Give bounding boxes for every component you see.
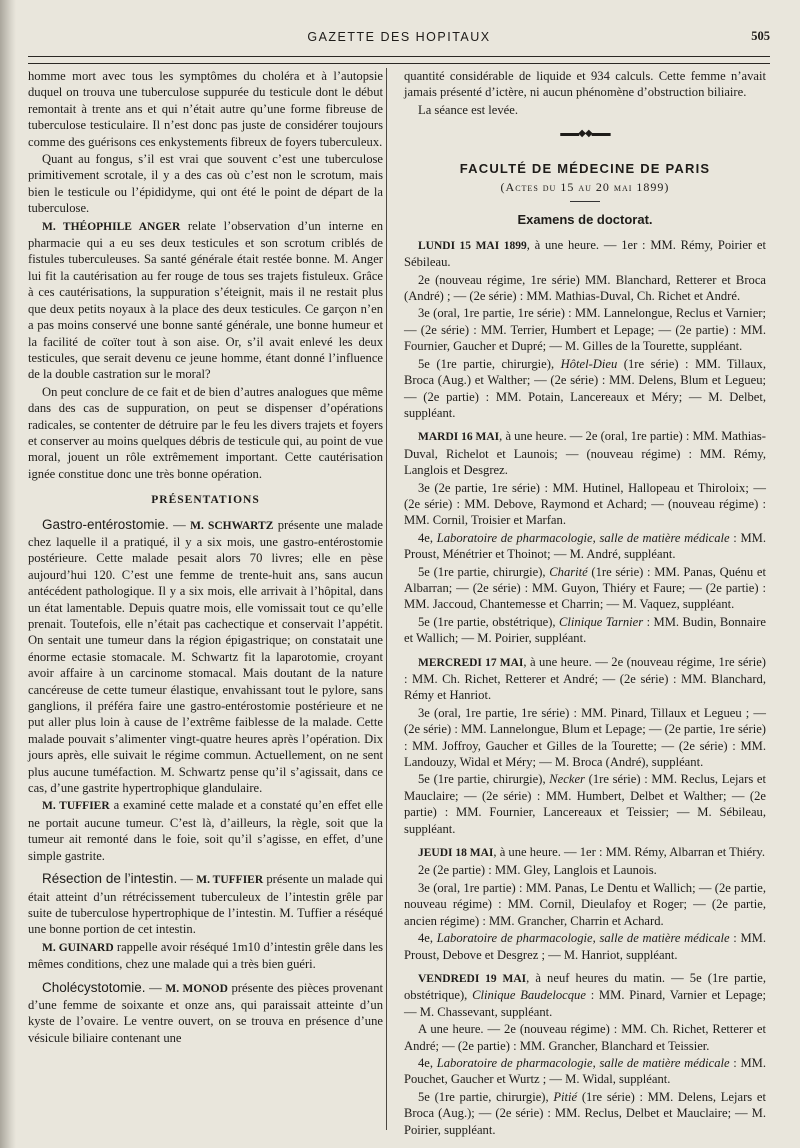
venue-name: Laboratoire de pharmacologie, salle de matière médicale — [436, 1055, 730, 1070]
page-binding-shadow — [0, 0, 16, 1148]
paragraph-text: : MM. Pinard, Varnier et Lepage; — M. Chassevant, suppléant. — [404, 988, 766, 1019]
paragraph: 3e (2e partie, 1re série) : MM. Hutinel, Hallopeau et Thiroloix; — (2e série) : MM. Debove, Raymond et Achard; — (nouveau régime) : MM. Cornil, Troisier et Marfan. — [404, 480, 766, 528]
page-number: 505 — [751, 29, 770, 43]
venue-name: Charité — [549, 564, 588, 579]
venue-name: Clinique Tarnier — [559, 614, 644, 629]
paragraph-text: , à neuf heures du matin. — 5e (1re partie, obstétrique), — [404, 970, 766, 1003]
subsection-title: Gastro-entérostomie. — [42, 516, 169, 532]
paragraph-text: rappelle avoir réséqué 1m10 d’intestin grêle dans les mêmes conditions, chez une malade qui a très bien guéri. — [28, 939, 383, 972]
dash: — — [177, 872, 197, 887]
paragraph: Quant au fongus, s’il est vrai que souvent c’est une tuberculose primitivement scrotale, il y a des cas où c’est non le scrotum, mais bien le testicule ou l’épididyme, qui ont été le point de départ de la tuberculose. — [28, 152, 383, 216]
paragraph-text: 5e (1re partie, obstétrique), — [418, 614, 559, 629]
paragraph-text: 4e, — [418, 530, 437, 545]
paragraph-text: a examiné cette malade et a constaté qu’en effet elle ne portait aucune tumeur. C’est là, d’ailleurs, la règle, soit que la tumeur ait remonté dans le foie, soit qu’il s’agisse, en effet, d’une simple gastrite. — [28, 798, 383, 863]
right-column — [404, 68, 766, 1139]
paragraph: 3e (oral, 1re partie, 1re série) : MM. Pinard, Tillaux et Legueu ; — (2e série) : MM. Lannelongue, Blum et Lepage; — (2e partie, 1re série) : MM. Joffroy, Gaucher et Gilles de la Tourette; — (2e série) : MM. Landouzy, Widal et Méry; — M. Broca (André), suppléant. — [404, 705, 766, 770]
header-rule — [28, 56, 770, 64]
page-header — [28, 22, 770, 52]
paragraph-text: (1re série) : MM. Panas, Quénu et Albarran; — (2e série) : MM. Guyon, Thiéry et Faure; — (2e partie) : MM. Jaccoud, Chantemesse et Charrin; — M. Vaquez, suppléant. — [404, 564, 766, 612]
paragraph — [404, 530, 766, 563]
subsection-title: Résection de l’intestin. — [42, 871, 178, 887]
speaker-name: M. MONOD — [165, 982, 228, 995]
paragraph-text: (1re série) : MM. Tillaux, Broca (Aug.) et Walther; — (2e série) : MM. Delens, Blum et Legueu; — (2e partie) : MM. Potain, Lancereaux et Méry; — M. Delbet, suppléant. — [404, 356, 766, 420]
paragraph: 2e (nouveau régime, 1re série) MM. Blanchard, Retterer et Broca (André) ; — (2e série) : MM. Mathias-Duval, Ch. Richet et André. — [404, 272, 766, 304]
paragraph — [404, 356, 766, 422]
running-title: GAZETTE DES HOPITAUX — [307, 30, 491, 44]
paragraph — [404, 614, 766, 647]
paragraph-text: : MM. Proust, Debove et Desgrez ; — M. Hanriot, suppléant. — [404, 931, 767, 962]
section-heading-presentations: PRÉSENTATIONS — [151, 494, 260, 507]
paragraph — [404, 1055, 766, 1088]
paragraph-text: : MM. Budin, Bonnaire et Wallich; — M. Poirier, suppléant. — [404, 614, 766, 646]
paragraph: 3e (oral, 1re partie) : MM. Panas, Le Dentu et Wallich; — (2e partie, nouveau régime) : MM. Cornil, Dieulafoy et Roger; — (2e partie, ancien régime) : MM. Grancher, Charrin et Achard. — [404, 880, 766, 928]
column-divider — [386, 68, 387, 1130]
paragraph: 3e (oral, 1re partie, 1re série) : MM. Lannelongue, Reclus et Varnier; — (2e série) : MM. Terrier, Humbert et Lepage; — (2e partie) : MM. Fournier, Gaucher et Dupré; — M. Gilles de la Tourette, suppléant. — [404, 306, 766, 354]
exam-heading: Examens de doctorat. — [517, 212, 653, 228]
paragraph — [404, 564, 766, 613]
speaker-name: M. TUFFIER — [42, 800, 110, 813]
paragraph-text: présente un malade qui était atteint d’un rétrécissement tuberculeux de l’intestin grêle par suite de tuberculose hypertrophique de l’intestin. M. Tuffier a réséqué une bonne portion de cet intestin. — [28, 872, 383, 937]
section-subheading: (Actes du 15 au 20 mai 1899) — [500, 180, 670, 195]
paragraph-text: : MM. Proust, Ménétrier et Thoinot; — M. André, suppléant. — [404, 530, 767, 562]
ornament-divider: ▬▬◆◆▬▬ — [560, 128, 610, 140]
venue-name: Necker — [549, 772, 585, 787]
paragraph: homme mort avec tous les symptômes du choléra et à l’autopsie duquel on trouva une tuberculose suppurée du testicule dont le début remontait à trente ans et qui n’était autre qu’une forme fibreuse de tuberculose testiculaire. Il n’est donc pas juste de considérer toujours comme des guérisons ces enkystements fibreux de foyers tuberculeux. — [28, 69, 383, 149]
paragraph — [404, 930, 766, 963]
paragraph: A une heure. — 2e (nouveau régime) : MM. Ch. Richet, Retterer et André; — (2e partie) : MM. Grancher, Blanchard et Teissier. — [404, 1022, 766, 1053]
paragraph — [404, 771, 766, 837]
venue-name: Hôtel-Dieu — [560, 356, 618, 371]
paragraph-text: présente une malade chez laquelle il a pratiqué, il y a six mois, une gastro-entérostomie postérieure. Cette malade pesait alors 70 livres; elle en pèse aujourd’hui 120. C’est une femme de trente-huit ans, sans aucun antécédent pathologique. Il y a six mois, elle arrivait à l’hôpital, dans un état lamentable. Depuis quatre mois, elle vomissait tout ce qu’elle prenait. Toutefois, elle n’était pas cachectique et conservait l’appétit. On sentait une tumeur dans la région épigastrique; on constatait une énorme ectasie stomacale. M. Schwartz fit la laparotomie, croyant avoir affaire à un carcinome stomacal. Mais doutant de la nature cancéreuse de cette tumeur élastique, envahissant tout le pylore, sans ganglions, il préféra faire une gastro-entérostomie postérieure et ne put aller plus loin à cause de l’extrême faiblesse de la malade. Cette malade pouvait s’alimenter vingt-quatre heures après l’opération. Dix jours après, elle suivait le régime commun. Actuellement, on ne sent plus aucune tuméfaction. M. Schwartz pense qu’il s’agissait, dans ce cas, d’une gastrite hypertrophique glandulaire. — [28, 517, 383, 796]
paragraph-text: 4e, — [418, 931, 437, 946]
paragraph-text: 5e (1re partie, chirurgie), — [418, 1089, 554, 1104]
paragraph-text: 5e (1re partie, chirurgie), — [418, 564, 550, 579]
exam-date: MERCREDI 17 MAI — [418, 656, 524, 669]
exam-day-lundi — [404, 237, 766, 271]
dash: — — [168, 517, 191, 532]
exam-date: JEUDI 18 MAI — [418, 847, 494, 860]
venue-name: Clinique Baudelocque — [472, 988, 586, 1003]
venue-name: Laboratoire de pharmacologie, salle de matière médicale — [436, 530, 730, 545]
exam-date: LUNDI 15 MAI 1899 — [418, 239, 527, 252]
exam-date: VENDREDI 19 MAI — [418, 972, 527, 985]
dash: — — [145, 980, 166, 995]
paragraph: 2e (2e partie) : MM. Gley, Langlois et Launois. — [418, 863, 657, 878]
exam-day-jeudi — [404, 844, 766, 861]
paragraph-text: , à une heure. — 2e (nouveau régime, 1re série) : MM. Ch. Richet, Retterer et André; — (2e série) : MM. Blanchard, Rémy et Hanriot. — [404, 654, 766, 703]
paragraph-text: , à une heure. — 1er : MM. Rémy, Albarran et Thiéry. — [493, 845, 766, 860]
paragraph-text: 5e (1re partie, chirurgie), — [418, 356, 561, 371]
paragraph-text: 4e, — [418, 1055, 437, 1070]
section-heading-faculte: FACULTÉ DE MÉDECINE DE PARIS — [459, 160, 711, 176]
subsection-title: Cholécystotomie. — [42, 979, 146, 995]
paragraph-anger — [28, 218, 383, 383]
paragraph-text: (1re série) : MM. Reclus, Lejars et Mauclaire; — (2e série) : MM. Humbert, Delbet et Walther; — (2e partie) : MM. Fournier, Lancereaux et Teissier; — M. Sébileau, suppléant. — [404, 772, 766, 836]
paragraph-text: présente des pièces provenant d’une femme de soixante et onze ans, qui paraissait atteinte d’un kyste de l’ovaire. Le ventre ouvert, on se trouva en présence d’une vésicule biliaire contenant une — [28, 980, 383, 1045]
speaker-name: M. TUFFIER — [196, 874, 264, 887]
paragraph-tuffier — [28, 797, 383, 864]
exam-day-mardi — [404, 428, 766, 478]
paragraph-gastro — [28, 517, 383, 797]
speaker-name: M. GUINARD — [42, 941, 114, 954]
speaker-name: M. SCHWARTZ — [190, 519, 274, 532]
paragraph-text: 5e (1re partie, chirurgie), — [418, 772, 550, 787]
venue-name: Pitié — [553, 1089, 578, 1104]
paragraph-chole — [28, 980, 383, 1047]
exam-date: MARDI 16 MAI — [418, 431, 500, 444]
exam-day-vendredi — [404, 970, 766, 1020]
paragraph-text: (1re série) : MM. Delens, Lejars et Broca (Aug.); — (2e série) : MM. Reclus, Delbet et Mauclaire; — M. Poirier, suppléant. — [404, 1089, 766, 1137]
paragraph-text: : MM. Pouchet, Gaucher et Wurtz ; — M. Widal, suppléant. — [404, 1055, 767, 1087]
paragraph: La séance est levée. — [418, 102, 518, 117]
short-rule — [570, 201, 600, 202]
paragraph-text: , à une heure. — 2e (oral, 1re partie) : MM. Mathias-Duval, Richelot et Launois; — (nouveau régime) : MM. Rémy, Langlois et Desgrez. — [404, 429, 766, 478]
paragraph-text: relate l’observation d’un interne en pharmacie qui a eu ses deux testicules et son scrotum criblés de fistules tuberculeuses. Sa santé générale était restée bonne. M. Anger lui fit la cautérisation au fer rouge de tous ses trajets fistuleux. Grâce à ces cautérisations, la suppuration s’éteignit, mais il ne restait plus que deux petits noyaux à la place des deux testicules. Ce garçon n’en a pas moins conservé une bonne santé générale, une bonne humeur et la facilité de coïter tout à son aise. Or, s’il avait enlevé les deux testicules, que serait devenu ce jeune homme, étant donné l’influence de la double castration sur le moral? — [28, 218, 383, 382]
paragraph: On peut conclure de ce fait et de bien d’autres analogues que même dans des cas de suppuration, on peut se dispenser d’opérations radicales, se contenter de détruire par le feu les divers trajets et foyers et conserver au moins quelques débris de testicule qui, au point de vue moral, jouent un rôle extrêmement important. Cette cautérisation ignée constitue donc une très bonne opération. — [28, 384, 383, 481]
speaker-name: M. THÉOPHILE ANGER — [42, 220, 181, 233]
left-column — [28, 68, 383, 1047]
paragraph-guinard — [28, 939, 383, 973]
exam-day-mercredi — [404, 654, 766, 704]
paragraph-resection — [28, 871, 383, 938]
venue-name: Laboratoire de pharmacologie, salle de matière médicale — [436, 931, 730, 946]
paragraph-text: , à une heure. — 1er : MM. Rémy, Poirier et Sébileau. — [404, 237, 766, 270]
paragraph: quantité considérable de liquide et 934 calculs. Cette femme n’avait jamais présenté d’ictère, ni aucun phénomène d’obstruction biliaire. — [404, 69, 766, 100]
paragraph — [404, 1089, 766, 1138]
